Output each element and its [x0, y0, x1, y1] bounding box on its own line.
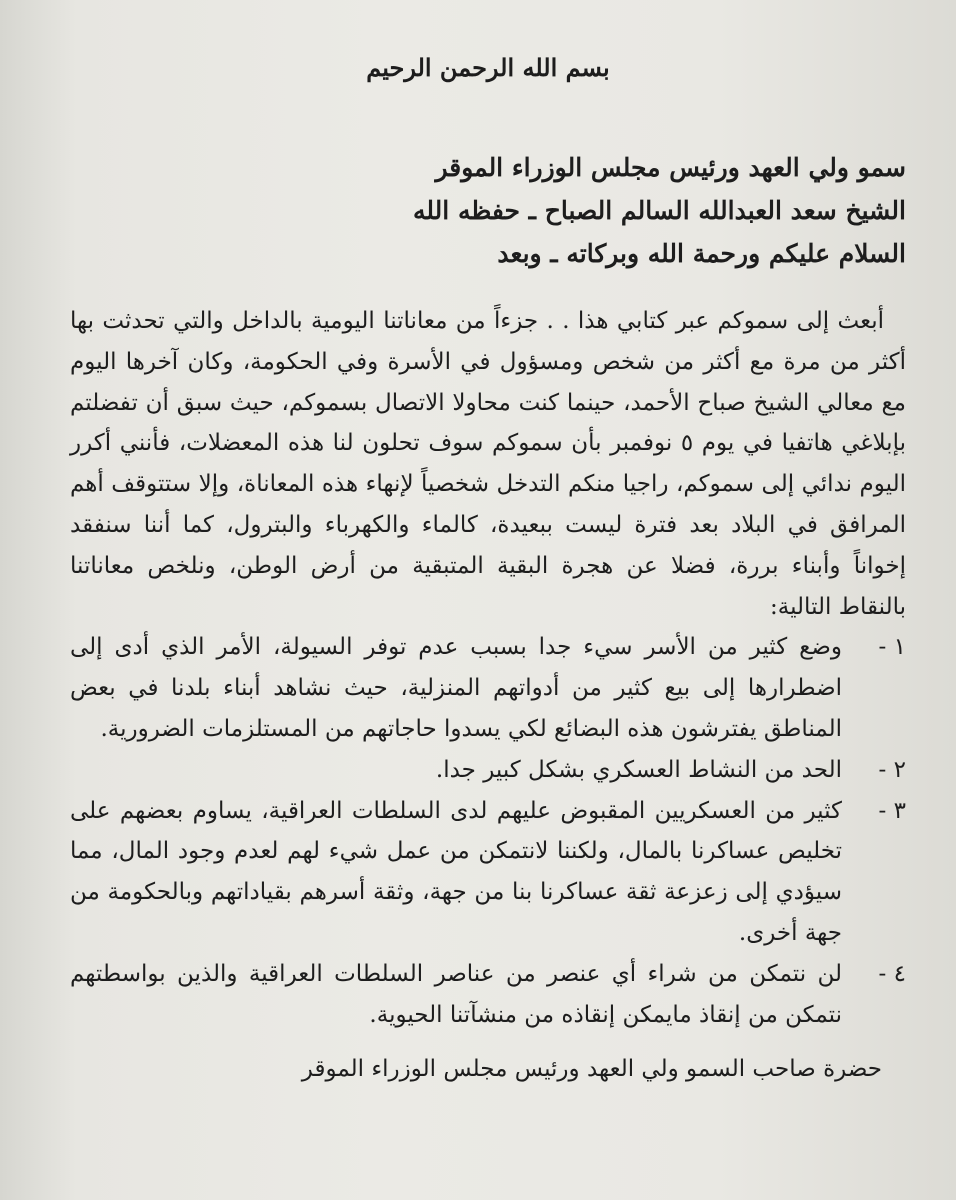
points-list [70, 627, 906, 1035]
point-number: ٣ - [878, 797, 906, 824]
point-item-4 [70, 954, 906, 1036]
point-item-3 [70, 791, 906, 954]
addressee-title: سمو ولي العهد ورئيس مجلس الوزراء الموقر [435, 153, 906, 182]
point-number: ١ - [878, 634, 906, 661]
closing-line: حضرة صاحب السمو ولي العهد ورئيس مجلس الوزراء الموقر [301, 1056, 882, 1083]
point-text: كثير من العسكريين المقبوض عليهم لدى السلطات العراقية، يساوم بعضهم على تخليص عساكرنا بالمال، ولكننا لانتمكن من عمل شيء لهم لعدم وجود المال، مما سيؤدي إلى زعزعة ثقة عساكرنا بنا من جهة، وثقة أسرهم بقياداتهم وبالحكومة من جهة أخرى. [70, 797, 842, 946]
point-number: ٤ - [878, 960, 906, 987]
point-text: الحد من النشاط العسكري بشكل كبير جدا. [435, 756, 842, 783]
point-item-1 [70, 627, 906, 749]
addressee-name: الشيخ سعد العبدالله السالم الصباح ـ حفظه الله [413, 196, 906, 225]
point-item-2 [70, 750, 906, 791]
addressee-block [70, 146, 906, 275]
intro-paragraph [70, 301, 906, 627]
letter-body [70, 48, 906, 1089]
point-text: لن نتمكن من شراء أي عنصر من عناصر السلطات العراقية والذين بواسطتهم نتمكن من إنقاذ مايمكن إنقاذه من منشآتنا الحيوية. [70, 960, 842, 1028]
point-number: ٢ - [878, 756, 906, 783]
greeting: السلام عليكم ورحمة الله وبركاته ـ وبعد [497, 239, 906, 268]
basmala-heading: بسم الله الرحمن الرحيم [366, 53, 610, 82]
point-text: وضع كثير من الأسر سيء جدا بسبب عدم توفر السيولة، الأمر الذي أدى إلى اضطرارها إلى بيع كثير من أدواتهم المنزلية، حيث نشاهد أبناء بلدنا في بعض المناطق يفترشون هذه البضائع لكي يسدوا حاجاتهم من المستلزمات الضرورية. [70, 634, 842, 742]
intro-text: أبعث إلى سموكم عبر كتابي هذا . . جزءاً من معاناتنا اليومية بالداخل والتي تحدثت بها أكثر من مرة مع أكثر من شخص ومسؤول في الأسرة وفي الحكومة، وكان آخرها اليوم مع معالي الشيخ صباح الأحمد، حينما كنت محاولا الاتصال بسموكم، حيث سبق أن تفضلتم بإبلاغي هاتفيا في يوم ٥ نوفمبر بأن سموكم سوف تحلون لنا هذه المعضلات، فأنني أكرر اليوم ندائي إلى سموكم، راجيا منكم التدخل شخصياً لإنهاء هذه المعاناة، وإلا ستتوقف أهم المرافق في البلاد بعد فترة ليست ببعيدة، كالماء والكهرباء والبترول، كما أننا سنفقد إخواناً وأبناء بررة، فضلا عن هجرة البقية المتبقية من أرض الوطن، ونلخص معاناتنا بالنقاط التالية: [70, 308, 906, 620]
